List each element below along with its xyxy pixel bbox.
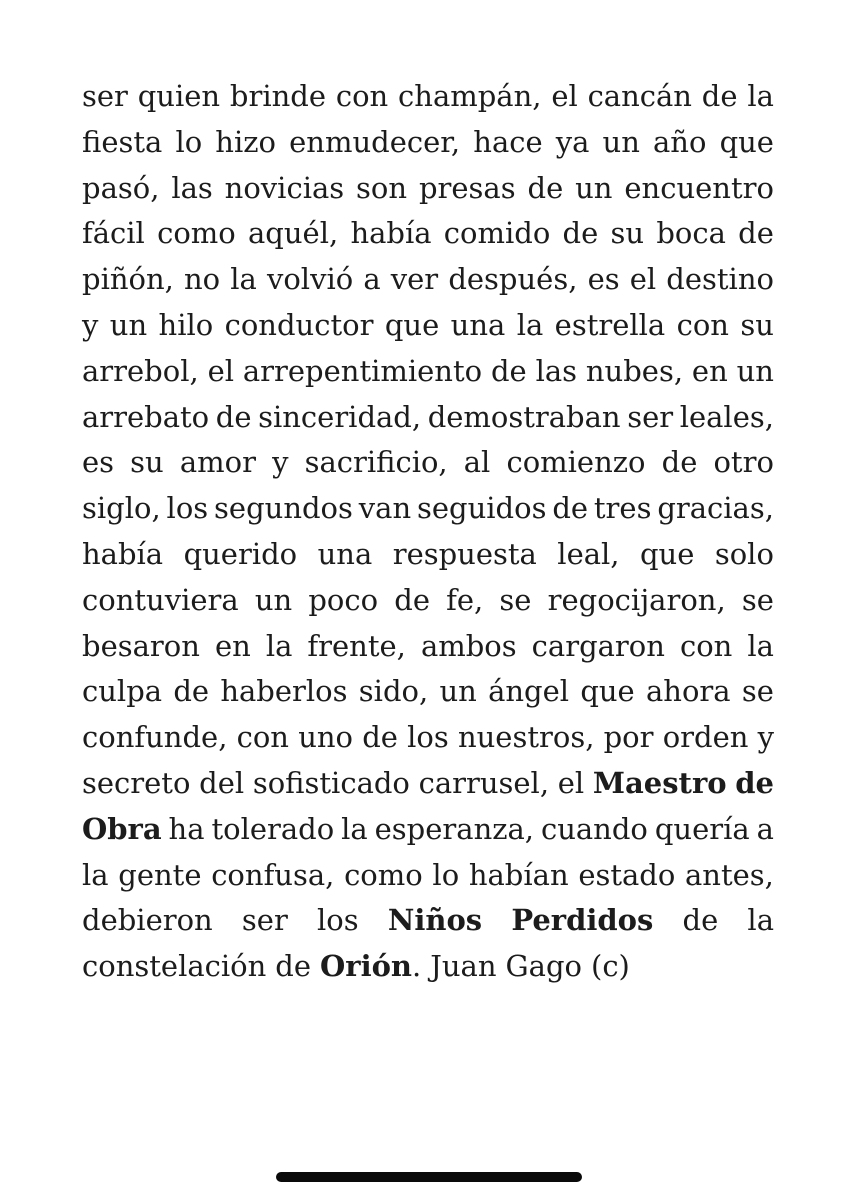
word: de — [362, 720, 398, 755]
word: leales, — [679, 399, 774, 434]
word: fácil — [82, 216, 145, 251]
text-line — [82, 578, 774, 624]
word: sido, — [358, 674, 429, 709]
text-line — [82, 349, 774, 395]
word: confusa, — [211, 857, 335, 892]
word: al — [463, 445, 491, 480]
word: de — [738, 216, 774, 251]
word: la — [747, 628, 774, 663]
word: se — [499, 582, 532, 617]
word: una — [450, 307, 506, 342]
word: sinceridad, — [258, 399, 422, 434]
word: aquél, — [248, 216, 339, 251]
word: el — [207, 353, 234, 388]
word: por — [603, 720, 654, 755]
word: besaron — [82, 628, 200, 663]
word: de — [527, 170, 564, 205]
word: comido — [443, 216, 551, 251]
word: que — [639, 536, 695, 571]
word: Gago — [505, 949, 582, 984]
word: pasó, — [82, 170, 160, 205]
word: la — [82, 857, 109, 892]
word: comienzo — [506, 445, 646, 480]
word: esperanza, — [374, 811, 535, 846]
word: los — [166, 491, 209, 526]
word: una — [317, 536, 373, 571]
word: ambos — [420, 628, 517, 663]
word: contuviera — [82, 582, 239, 617]
word: de — [661, 445, 698, 480]
word: estado — [578, 857, 676, 892]
word: champán, — [398, 79, 542, 113]
word: secreto — [82, 765, 191, 800]
word: hilo — [158, 307, 214, 342]
word: gracias, — [657, 491, 774, 526]
word: sofisticado — [252, 765, 410, 800]
word: quien — [137, 79, 221, 113]
word: sacrificio, — [304, 445, 448, 480]
word: ya — [555, 124, 590, 159]
bold-word: Perdidos — [511, 903, 654, 938]
word: su — [130, 445, 164, 480]
word: ser — [627, 399, 674, 434]
text-line — [82, 74, 774, 120]
word: un — [736, 353, 774, 388]
word: segundos — [214, 491, 353, 526]
word: Juan — [430, 949, 497, 984]
word: tolerado — [211, 811, 335, 846]
word: conductor — [224, 307, 374, 342]
text-line — [82, 120, 774, 166]
word: ser — [241, 903, 288, 938]
word: fiesta — [82, 124, 163, 159]
word: un — [109, 307, 148, 342]
text-line — [82, 715, 774, 761]
word: la — [341, 811, 368, 846]
word: como — [157, 216, 236, 251]
word: regocijaron, — [547, 582, 726, 617]
word: orden — [662, 720, 749, 755]
word: seguidos — [416, 491, 547, 526]
word: y — [757, 720, 774, 755]
word: ha — [168, 811, 205, 846]
word: quería — [654, 811, 750, 846]
word: a — [756, 811, 774, 846]
word: los — [407, 720, 449, 755]
word: de — [552, 491, 589, 526]
word: cuando — [540, 811, 648, 846]
word: ahora — [645, 674, 731, 709]
word: ángel — [488, 674, 570, 709]
word: es — [82, 445, 115, 480]
word: hizo — [215, 124, 276, 159]
word: de — [215, 399, 252, 434]
word: de — [682, 903, 719, 938]
bold-word: Niños — [387, 903, 483, 938]
word: arrebato — [82, 399, 210, 434]
text-line — [82, 853, 774, 899]
word: hace — [473, 124, 543, 159]
word: encuentro — [624, 170, 774, 205]
word: ver — [390, 262, 439, 297]
word: arrepentimiento — [242, 353, 483, 388]
text-line — [82, 166, 774, 212]
word: destino — [666, 262, 774, 297]
word: son — [356, 170, 408, 205]
word: lo — [432, 857, 460, 892]
word: su — [610, 216, 645, 251]
text-line — [82, 486, 774, 532]
word: brinde — [229, 79, 327, 113]
text-line — [82, 532, 774, 578]
word: con — [676, 307, 729, 342]
word: de — [562, 216, 599, 251]
word: que — [384, 307, 440, 342]
word: un — [575, 170, 613, 205]
word: enmudecer, — [289, 124, 461, 159]
word: se — [741, 582, 774, 617]
word: del — [199, 765, 245, 800]
word: con — [236, 720, 289, 755]
word: siglo, — [82, 491, 161, 526]
word: uno — [298, 720, 354, 755]
text-line — [82, 303, 774, 349]
word: no — [184, 262, 221, 297]
word: novicias — [224, 170, 345, 205]
punctuation: . — [412, 949, 422, 984]
word: con — [679, 628, 733, 663]
word: el — [629, 262, 657, 297]
word: en — [214, 628, 251, 663]
text-line — [82, 395, 774, 441]
word: van — [358, 491, 412, 526]
word: y — [82, 307, 99, 342]
word: antes, — [685, 857, 774, 892]
word: había — [350, 216, 432, 251]
word: tres — [593, 491, 652, 526]
word: frente, — [307, 628, 406, 663]
word: culpa — [82, 674, 163, 709]
word: arrebol, — [82, 353, 199, 388]
word: gente — [118, 857, 202, 892]
word: un — [254, 582, 293, 617]
bold-word: Obra — [82, 811, 162, 846]
word: la — [747, 903, 774, 938]
word: la — [265, 628, 293, 663]
text-line — [82, 211, 774, 257]
word: cargaron — [531, 628, 665, 663]
text-line — [82, 669, 774, 715]
word: cancán — [587, 79, 692, 113]
word: estrella — [554, 307, 666, 342]
word: la — [516, 307, 544, 342]
word: de — [275, 949, 312, 984]
word: que — [580, 674, 635, 709]
bold-word: Maestro — [592, 765, 727, 800]
word: las — [535, 353, 578, 388]
word: como — [344, 857, 423, 892]
word: es — [587, 262, 620, 297]
word: el — [551, 79, 578, 113]
word: de — [701, 79, 738, 113]
word: a — [363, 262, 381, 297]
text-line — [82, 807, 774, 853]
text-line — [82, 761, 774, 807]
word: querido — [183, 536, 298, 571]
word: lo — [175, 124, 203, 159]
text-line — [82, 944, 774, 990]
word: debieron — [82, 903, 213, 938]
word: otro — [713, 445, 774, 480]
word: con — [335, 79, 389, 113]
word: respuesta — [392, 536, 537, 571]
word: constelación — [82, 949, 267, 984]
word: había — [82, 536, 164, 571]
word: volvió — [266, 262, 354, 297]
word: confunde, — [82, 720, 228, 755]
text-line — [82, 898, 774, 944]
word: fe, — [446, 582, 484, 617]
word: que — [719, 124, 774, 159]
word: habían — [468, 857, 569, 892]
word: año — [653, 124, 707, 159]
home-indicator[interactable] — [276, 1172, 582, 1182]
word: (c) — [591, 949, 630, 984]
word: boca — [656, 216, 726, 251]
word: las — [171, 170, 213, 205]
text-line — [82, 440, 774, 486]
bold-word: de — [735, 765, 774, 800]
word: carrusel, — [418, 765, 550, 800]
text-line — [82, 624, 774, 670]
word: nubes, — [585, 353, 684, 388]
word: leal, — [557, 536, 620, 571]
word: y — [272, 445, 289, 480]
word: los — [317, 903, 359, 938]
word: solo — [714, 536, 774, 571]
word: la — [230, 262, 257, 297]
word: un — [439, 674, 477, 709]
word: piñón, — [82, 262, 174, 297]
word: de — [173, 674, 210, 709]
bold-word: Orión. — [320, 949, 422, 984]
word: en — [691, 353, 728, 388]
word: el — [557, 765, 585, 800]
word: demostraban — [427, 399, 621, 434]
word: amor — [179, 445, 256, 480]
word: se — [741, 674, 774, 709]
word: ser — [82, 79, 128, 113]
word: la — [747, 79, 774, 113]
word: de — [394, 582, 430, 617]
word: su — [740, 307, 774, 342]
body-text — [82, 74, 774, 990]
word: presas — [418, 170, 516, 205]
word: de — [490, 353, 527, 388]
word: después, — [448, 262, 578, 297]
word: un — [602, 124, 640, 159]
word: poco — [308, 582, 379, 617]
word: haberlos — [220, 674, 348, 709]
word: nuestros, — [457, 720, 595, 755]
text-line — [82, 257, 774, 303]
